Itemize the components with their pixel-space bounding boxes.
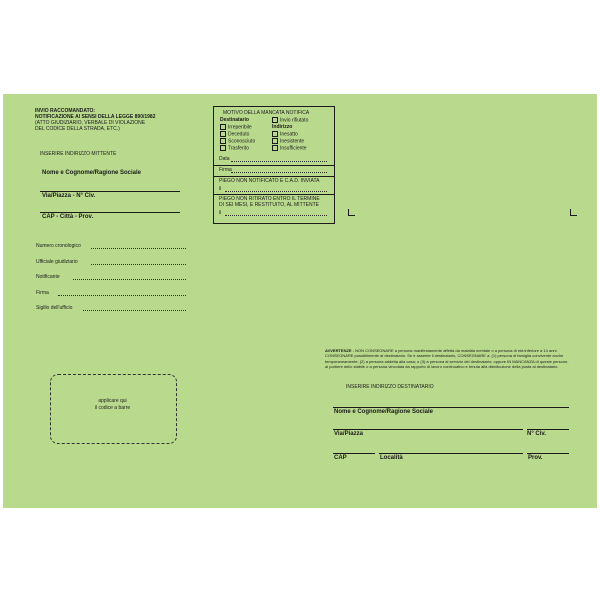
mittente-name-line [40, 191, 180, 192]
motivo-opt-insufficiente[interactable]: Insufficiente [272, 145, 307, 151]
barcode-label-1: applicare qui [98, 398, 127, 404]
header-line3: (ATTO GIUDIZIARIO, VERBALE DI VIOLAZIONE [35, 120, 146, 126]
motivo-title: MOTIVO DELLA MANCATA NOTIFICA [223, 110, 310, 116]
motivo-data: Data [219, 156, 230, 162]
checkbox-icon [220, 138, 226, 144]
destinatario-prov: Prov. [528, 455, 543, 461]
avvertenze-label: AVVERTENZE [325, 348, 352, 353]
envelope-card [3, 94, 597, 508]
destinatario-name: Nome e Cognome/Ragione Sociale [334, 409, 434, 415]
field-sigillo: Sigillo dell'ufficio [36, 305, 73, 311]
motivo-opt-invio-rifiutato[interactable]: Invio rifiutato [272, 117, 308, 123]
header-line4: DEL CODICE DELLA STRADA, ETC.) [35, 126, 120, 132]
motivo-opt-trasferito[interactable]: Trasferito [220, 145, 249, 151]
motivo-piego-ritirato-1: PIEGO NON RITIRATO ENTRO IL TERMINE [219, 196, 320, 202]
motivo-opt-inesatto[interactable]: Inesatto [272, 131, 298, 137]
motivo-opt-sconosciuto[interactable]: Sconosciuto [220, 138, 255, 144]
motivo-opt-irreperibile[interactable]: Irreperibile [220, 124, 252, 130]
header-line2: NOTIFICAZIONE AI SENSI DELLA LEGGE 890/1982 [35, 114, 156, 120]
destinatario-localita: Località [380, 455, 403, 461]
checkbox-icon [220, 131, 226, 137]
field-firma: Firma [36, 290, 49, 296]
field-ufficiale: Ufficiale giudiziario [36, 259, 78, 265]
checkbox-icon [220, 145, 226, 151]
field-cronologico: Numero cronologico [36, 243, 81, 249]
destinatario-civ: N° Civ. [527, 431, 546, 437]
motivo-il-1: il [219, 186, 222, 192]
checkbox-icon [272, 145, 278, 151]
barcode-label-2: il codice a barre [94, 405, 131, 411]
header-line1: INVIO RACCOMANDATO: [35, 108, 96, 114]
destinatario-cap: CAP [334, 455, 347, 461]
checkbox-icon [272, 131, 278, 137]
mittente-title: INSERIRE INDIRIZZO MITTENTE [40, 151, 117, 157]
checkbox-icon [220, 124, 226, 130]
motivo-destinatario: Destinatario [220, 117, 249, 123]
avvertenze-text: - NON CONSEGNARE a persona manifestamente affetta da malattia mentale o a persona di età inferiore a 14 anni. CONSEGNARE possibilmente al destinatario. Se è assente il destinatario, CONSEGNARE a: (1) persona di famiglia convivente anche temporaneamente; (2) a persona addetta alla casa; o (3) a persona al servizio del destinatario; oppure IN MANCANZA di queste persone, al portiere dello stabile o a persona vincolata da rapporto di lavoro continuativo e tenuta alla distribuzione della posta al destinatario. [325, 348, 569, 369]
destinatario-title: INSERIRE INDIRIZZO DESTINATARIO [346, 384, 434, 390]
motivo-opt-deceduto[interactable]: Deceduto [220, 131, 249, 137]
avvertenze-block [325, 348, 571, 369]
mittente-street-line [40, 212, 180, 213]
corner-mark [348, 209, 355, 216]
destinatario-street: Via/Piazza [334, 431, 363, 437]
motivo-firma: Firma [219, 167, 232, 173]
checkbox-icon [272, 117, 278, 123]
checkbox-icon [272, 138, 278, 144]
motivo-indirizzo: Indirizzo [272, 124, 293, 130]
motivo-il-2: il [219, 210, 222, 216]
mittente-street: Via/Piazza - N° Civ. [42, 193, 96, 199]
motivo-piego-notificato: PIEGO NON NOTIFICATO E C.A.D. INVIATA [219, 178, 320, 184]
mittente-name: Nome e Cognome/Ragione Sociale [42, 170, 142, 176]
motivo-opt-inesistente[interactable]: Inesistente [272, 138, 304, 144]
corner-mark [570, 209, 577, 216]
field-notificante: Notificante [36, 274, 60, 280]
motivo-piego-ritirato-2: DI SEI MESI, E RESTITUITO, AL MITTENTE [219, 202, 320, 208]
mittente-city: CAP - Città - Prov. [42, 214, 94, 220]
